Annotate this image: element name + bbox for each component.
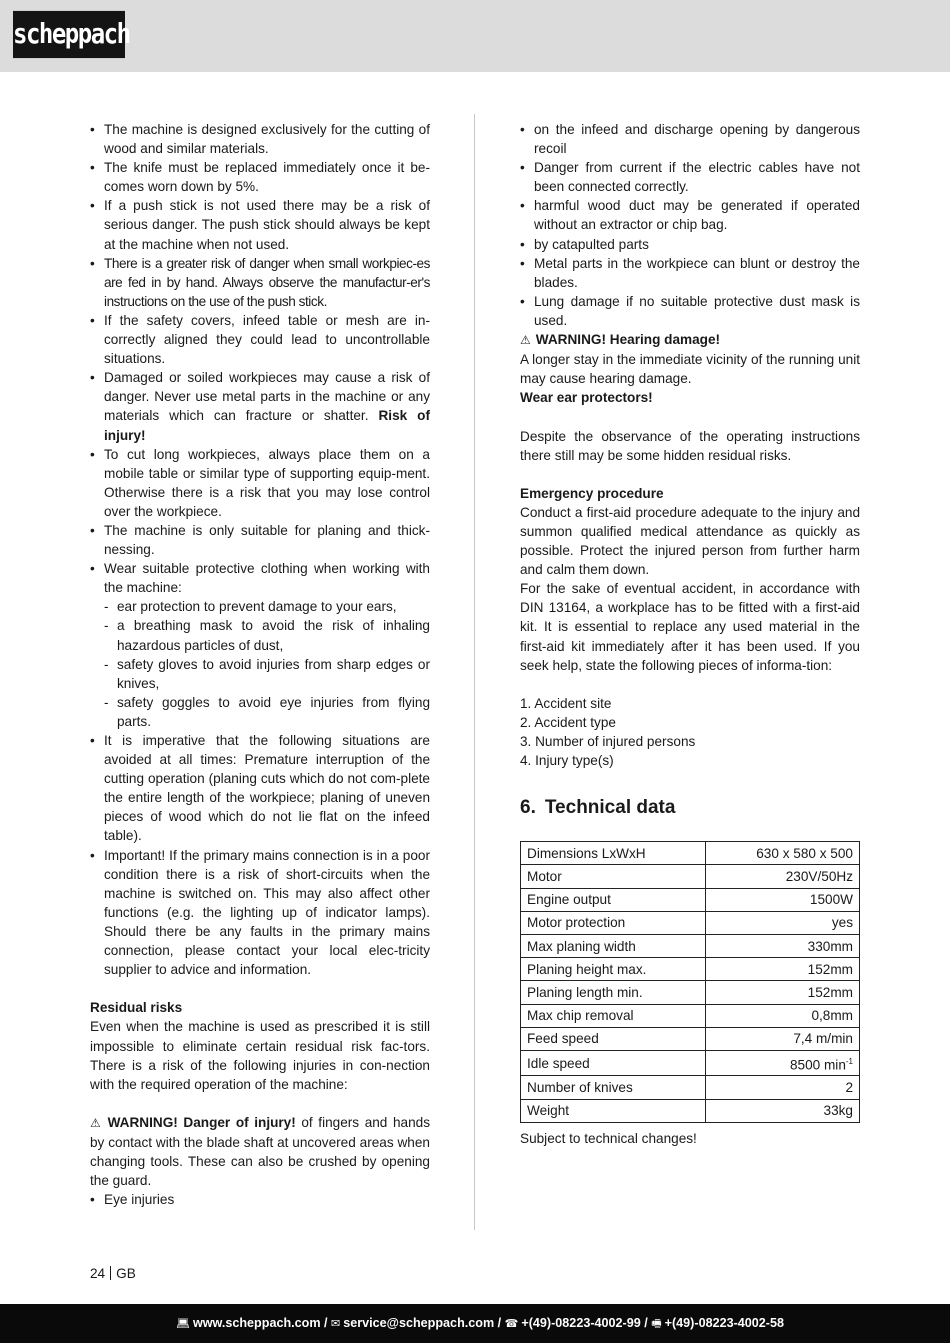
left-column [90, 120, 430, 1209]
list-item: 3. Number of injured persons [520, 734, 696, 749]
table-cell-value: yes [706, 911, 860, 934]
scheppach-logo: scheppach [13, 11, 125, 58]
list-item: • The machine is designed exclusively for the cutting of wood and similar materials. [90, 120, 430, 158]
table-cell-label: Max planing width [521, 934, 706, 957]
table-row [521, 981, 860, 1004]
list-item-text: Damaged or soiled workpieces may cause a risk of danger. Never use metal parts in the machine or any materials which can fracture or shatter. [104, 370, 430, 424]
phone-number: +(49)-08223-4002-99 / [521, 1316, 648, 1330]
accident-info-list [520, 694, 860, 770]
technical-data-table [520, 841, 860, 1123]
idle-speed-value: 8500 min [789, 1057, 846, 1073]
list-item: - a breathing mask to avoid the risk of inhaling hazardous particles of dust, [90, 616, 430, 654]
warning-injury-label: WARNING! Danger of injury! [107, 1114, 296, 1130]
table-cell-label: Number of knives [521, 1076, 706, 1099]
page-number [90, 1264, 136, 1283]
list-item: • It is imperative that the following situations are avoided at all times: Premature interruption of the cutting operation (planing cuts which do not com-plete the entire length of the workpiece; planing of uneven pieces of wood which do not lie flat on the infeed table). [90, 731, 430, 846]
contact-footer [0, 1304, 950, 1343]
list-item: - ear protection to prevent damage to your ears, [90, 597, 430, 616]
emergency-heading: Emergency procedure [520, 485, 664, 501]
table-cell-label: Planing height max. [521, 958, 706, 981]
list-item: 1. Accident site [520, 695, 612, 711]
table-cell-label: Motor [521, 865, 706, 888]
fax-number: +(49)-08223-4002-58 [664, 1316, 785, 1330]
table-cell-value: 230V/50Hz [706, 865, 860, 888]
warning-triangle-icon: ⚠ [90, 1115, 103, 1130]
protective-clothing-list [90, 597, 430, 731]
list-item [90, 559, 430, 597]
residual-note: Despite the observance of the operating instructions there still may be some hidden residual risks. [520, 428, 860, 463]
page-header [0, 0, 950, 72]
risk-of-injury-label: Risk of injury! [104, 408, 430, 443]
list-item: • Eye injuries [90, 1190, 430, 1209]
computer-icon: 💻︎ [175, 1317, 190, 1330]
list-item: • To cut long workpieces, always place them on a mobile table or similar type of supporting equip-ment. Otherwise there is a risk that you may lose control over the workpiece. [90, 445, 430, 521]
table-cell-label: Engine output [521, 888, 706, 911]
list-item: • There is a greater risk of danger when small workpiec-es are fed in by hand. Always observe the manufactur-er's instructions on the use of the push stick. [90, 254, 430, 311]
table-cell-label: Dimensions LxWxH [521, 842, 706, 865]
table-cell-value: 1500W [706, 888, 860, 911]
safety-instructions-list [90, 120, 430, 597]
table-cell-label: Feed speed [521, 1027, 706, 1050]
list-item: • Lung damage if no suitable protective dust mask is used. [520, 292, 860, 330]
table-cell-label: Weight [521, 1099, 706, 1122]
table-row [521, 888, 860, 911]
residual-risks-text: Even when the machine is used as prescribed it is still impossible to eliminate certain residual risk fac-tors. There is a risk of the following injuries in con-nection with the required operation of the machine: [90, 1019, 430, 1092]
table-cell-label: Idle speed [521, 1050, 706, 1076]
table-cell-value: 33kg [706, 1099, 860, 1122]
website-link[interactable]: www.scheppach.com / [192, 1316, 328, 1330]
safety-instructions-list-continued [90, 731, 430, 979]
table-cell-value: 330mm [706, 934, 860, 957]
hearing-warning-label: WARNING! Hearing damage! [535, 332, 721, 348]
list-item: • Metal parts in the workpiece can blunt or destroy the blades. [520, 254, 860, 292]
table-cell-value: 152mm [706, 958, 860, 981]
table-cell-value: 0,8mm [706, 1004, 860, 1027]
table-row [521, 1099, 860, 1122]
table-row [521, 1004, 860, 1027]
list-item-text: Wear suitable protective clothing when working with the machine: [104, 561, 430, 596]
phone-icon: ☎ [504, 1317, 519, 1330]
list-item: • The knife must be replaced immediately once it be-comes worn down by 5%. [90, 158, 430, 196]
table-cell-label: Planing length min. [521, 981, 706, 1004]
table-row [521, 865, 860, 888]
warning-injury-text: of fingers and hands by contact with the blade shaft at uncovered areas when changing tools. These can also be crushed by opening the guard. [90, 1114, 430, 1189]
list-item: - safety goggles to avoid eye injuries from flying parts. [90, 693, 430, 731]
table-cell-value [706, 1050, 860, 1076]
emergency-text-1: Conduct a first-aid procedure adequate to the injury and summon qualified medical attendance as quickly as possible. Protect the injured person from further harm and calm them down. [520, 504, 860, 578]
list-item: 4. Injury type(s) [520, 753, 614, 769]
mail-icon: ✉ [331, 1317, 341, 1330]
page-number-separator [110, 1266, 111, 1280]
table-cell-value: 2 [706, 1076, 860, 1099]
email-link[interactable]: service@scheppach.com / [343, 1316, 502, 1330]
page-language: GB [116, 1266, 136, 1281]
list-item: • If the safety covers, infeed table or mesh are in-correctly aligned they could lead to uncontrollable situations. [90, 311, 430, 368]
table-row [521, 842, 860, 865]
list-item: • The machine is only suitable for planing and thick-nessing. [90, 521, 430, 559]
wear-ear-protectors: Wear ear protectors! [520, 390, 653, 406]
hearing-warning-heading [520, 330, 860, 350]
section-title [520, 796, 860, 820]
emergency-text-2: For the sake of eventual accident, in accordance with DIN 13164, a workplace has to be fitted with a first-aid kit. It is essential to replace any used material in the first-aid kit immediately after it has been used. If you seek help, state the following pieces of informa-tion: [520, 581, 860, 673]
table-cell-value: 7,4 m/min [706, 1027, 860, 1050]
page-number-value: 24 [90, 1266, 106, 1281]
table-row [521, 1050, 860, 1076]
list-item: • Danger from current if the electric cables have not been connected correctly. [520, 158, 860, 196]
list-item: • harmful wood duct may be generated if operated without an extractor or chip bag. [520, 196, 860, 234]
list-item: • by catapulted parts [520, 235, 860, 254]
table-row [521, 911, 860, 934]
table-row [521, 1076, 860, 1099]
list-item [90, 368, 430, 444]
table-row [521, 1027, 860, 1050]
list-item: - safety gloves to avoid injuries from sharp edges or knives, [90, 655, 430, 693]
list-item: • on the infeed and discharge opening by dangerous recoil [520, 120, 860, 158]
warning-triangle-icon: ⚠ [520, 333, 531, 348]
technical-changes-note: Subject to technical changes! [520, 1130, 697, 1146]
list-item: • Important! If the primary mains connection is in a poor condition there is a risk of short-circuits when the machine is switched on. This may also affect other functions (e.g. the lighting up of indicator lamps). Should there be any faults in the primary mains connection, please contact your local elec-tricity supplier to advice and information. [90, 846, 430, 980]
idle-speed-exponent: -1 [845, 1056, 853, 1066]
table-cell-label: Motor protection [521, 911, 706, 934]
right-column [520, 120, 860, 1148]
residual-risks-list [520, 120, 860, 330]
list-item: 2. Accident type [520, 714, 616, 730]
column-divider [474, 114, 475, 1230]
section-number: 6. [520, 797, 536, 819]
residual-risks-heading: Residual risks [90, 1000, 183, 1016]
table-row [521, 958, 860, 981]
table-cell-label: Max chip removal [521, 1004, 706, 1027]
table-row [521, 934, 860, 957]
fax-icon: 🖷︎ [651, 1317, 662, 1330]
injury-list [90, 1190, 430, 1209]
table-cell-value: 152mm [706, 981, 860, 1004]
list-item: • If a push stick is not used there may be a risk of serious danger. The push stick should always be kept at the machine when not used. [90, 196, 430, 253]
warning-injury-paragraph [90, 1113, 430, 1190]
hearing-warning-text: A longer stay in the immediate vicinity of the running unit may cause hearing damage. [520, 352, 860, 387]
table-cell-value: 630 x 580 x 500 [706, 842, 860, 865]
section-title-text: Technical data [544, 797, 676, 819]
